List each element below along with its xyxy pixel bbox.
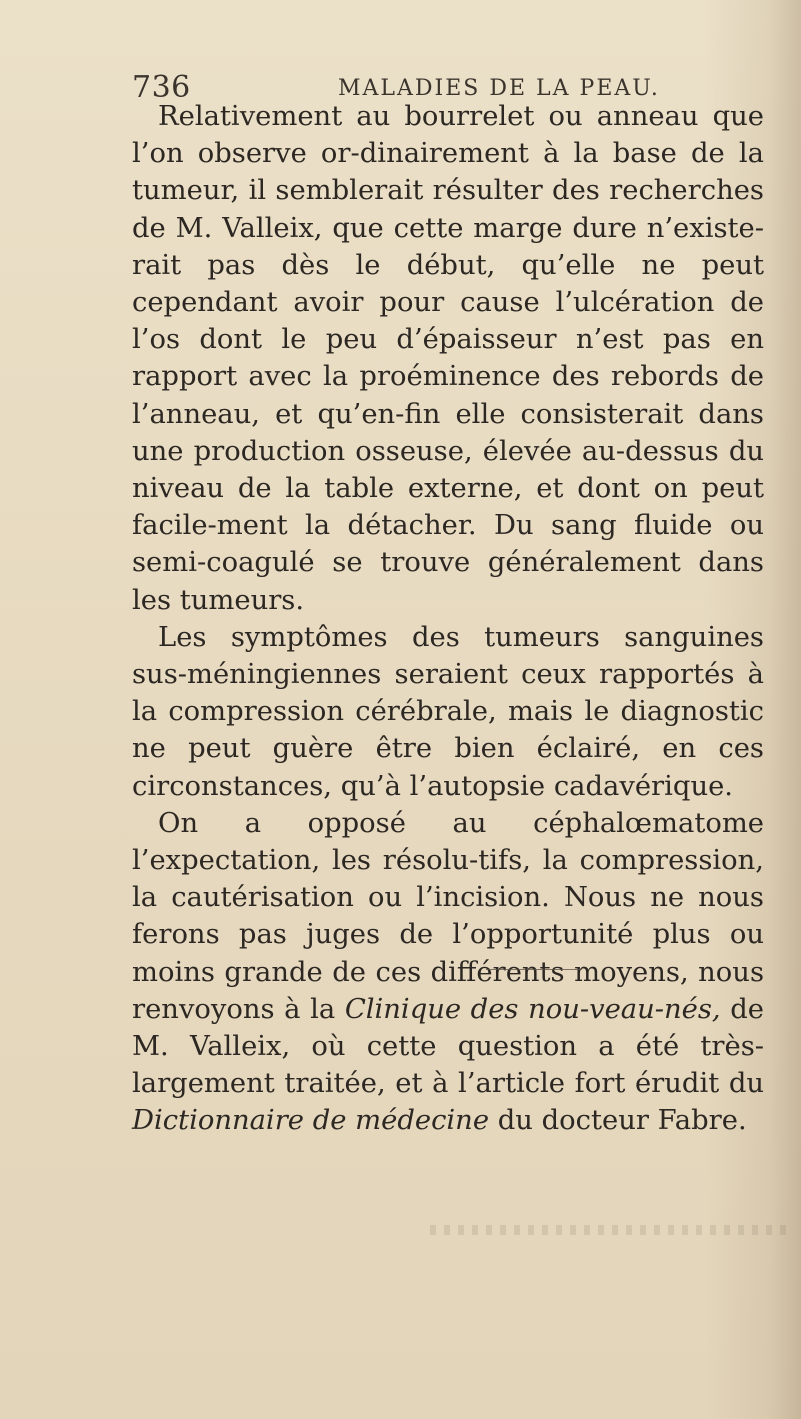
bleed-through-smudge	[430, 1225, 790, 1235]
page-number: 736	[132, 70, 191, 105]
running-head: MALADIES DE LA PEAU.	[338, 76, 660, 101]
paragraph-3-part-1: On a opposé au céphalœmatome l’expectation, les résolu-tifs, la compression, la cautérisation ou l’incision. Nous ne nous ferons pas juges de l’opportunité plus ou moins grande de ces différents moyens, nous renvoyons à la	[132, 807, 764, 1025]
paragraph-2: Les symptômes des tumeurs sanguines sus-méningiennes seraient ceux rapportés à la compression cérébrale, mais le diagnostic ne peut guère être bien éclairé, en ces circonstances, qu’à l’autopsie cadavérique.	[132, 621, 764, 802]
paragraph-1: Relativement au bourrelet ou anneau que l’on observe or-dinairement à la base de la tumeur, il semblerait résulter des recherches de M. Valleix, que cette marge dure n’existe-rait pas dès le début, qu’elle ne peut cependant avoir pour cause l’ulcération de l’os dont le peu d’épaisseur n’est pas en rapport avec la proéminence des rebords de l’anneau, et qu’en-fin elle consisterait dans une production osseuse, élevée au-dessus du niveau de la table externe, et dont on peut facile-ment la détacher. Du sang fluide ou semi-coagulé se trouve généralement dans les tumeurs.	[132, 101, 764, 616]
dictionnaire-title: Dictionnaire de médecine	[132, 1105, 490, 1137]
end-rule	[486, 969, 582, 970]
paragraph-3	[132, 805, 764, 1140]
clinique-title: Clinique des nou-veau-nés,	[344, 993, 721, 1025]
paragraph-3-part-3: du docteur Fabre.	[497, 1105, 747, 1137]
body-text	[132, 98, 764, 1140]
paragraph-3-part-2: de M. Valleix, où cette question a été très-largement traitée, et à l’article fort érudit du	[132, 993, 764, 1100]
